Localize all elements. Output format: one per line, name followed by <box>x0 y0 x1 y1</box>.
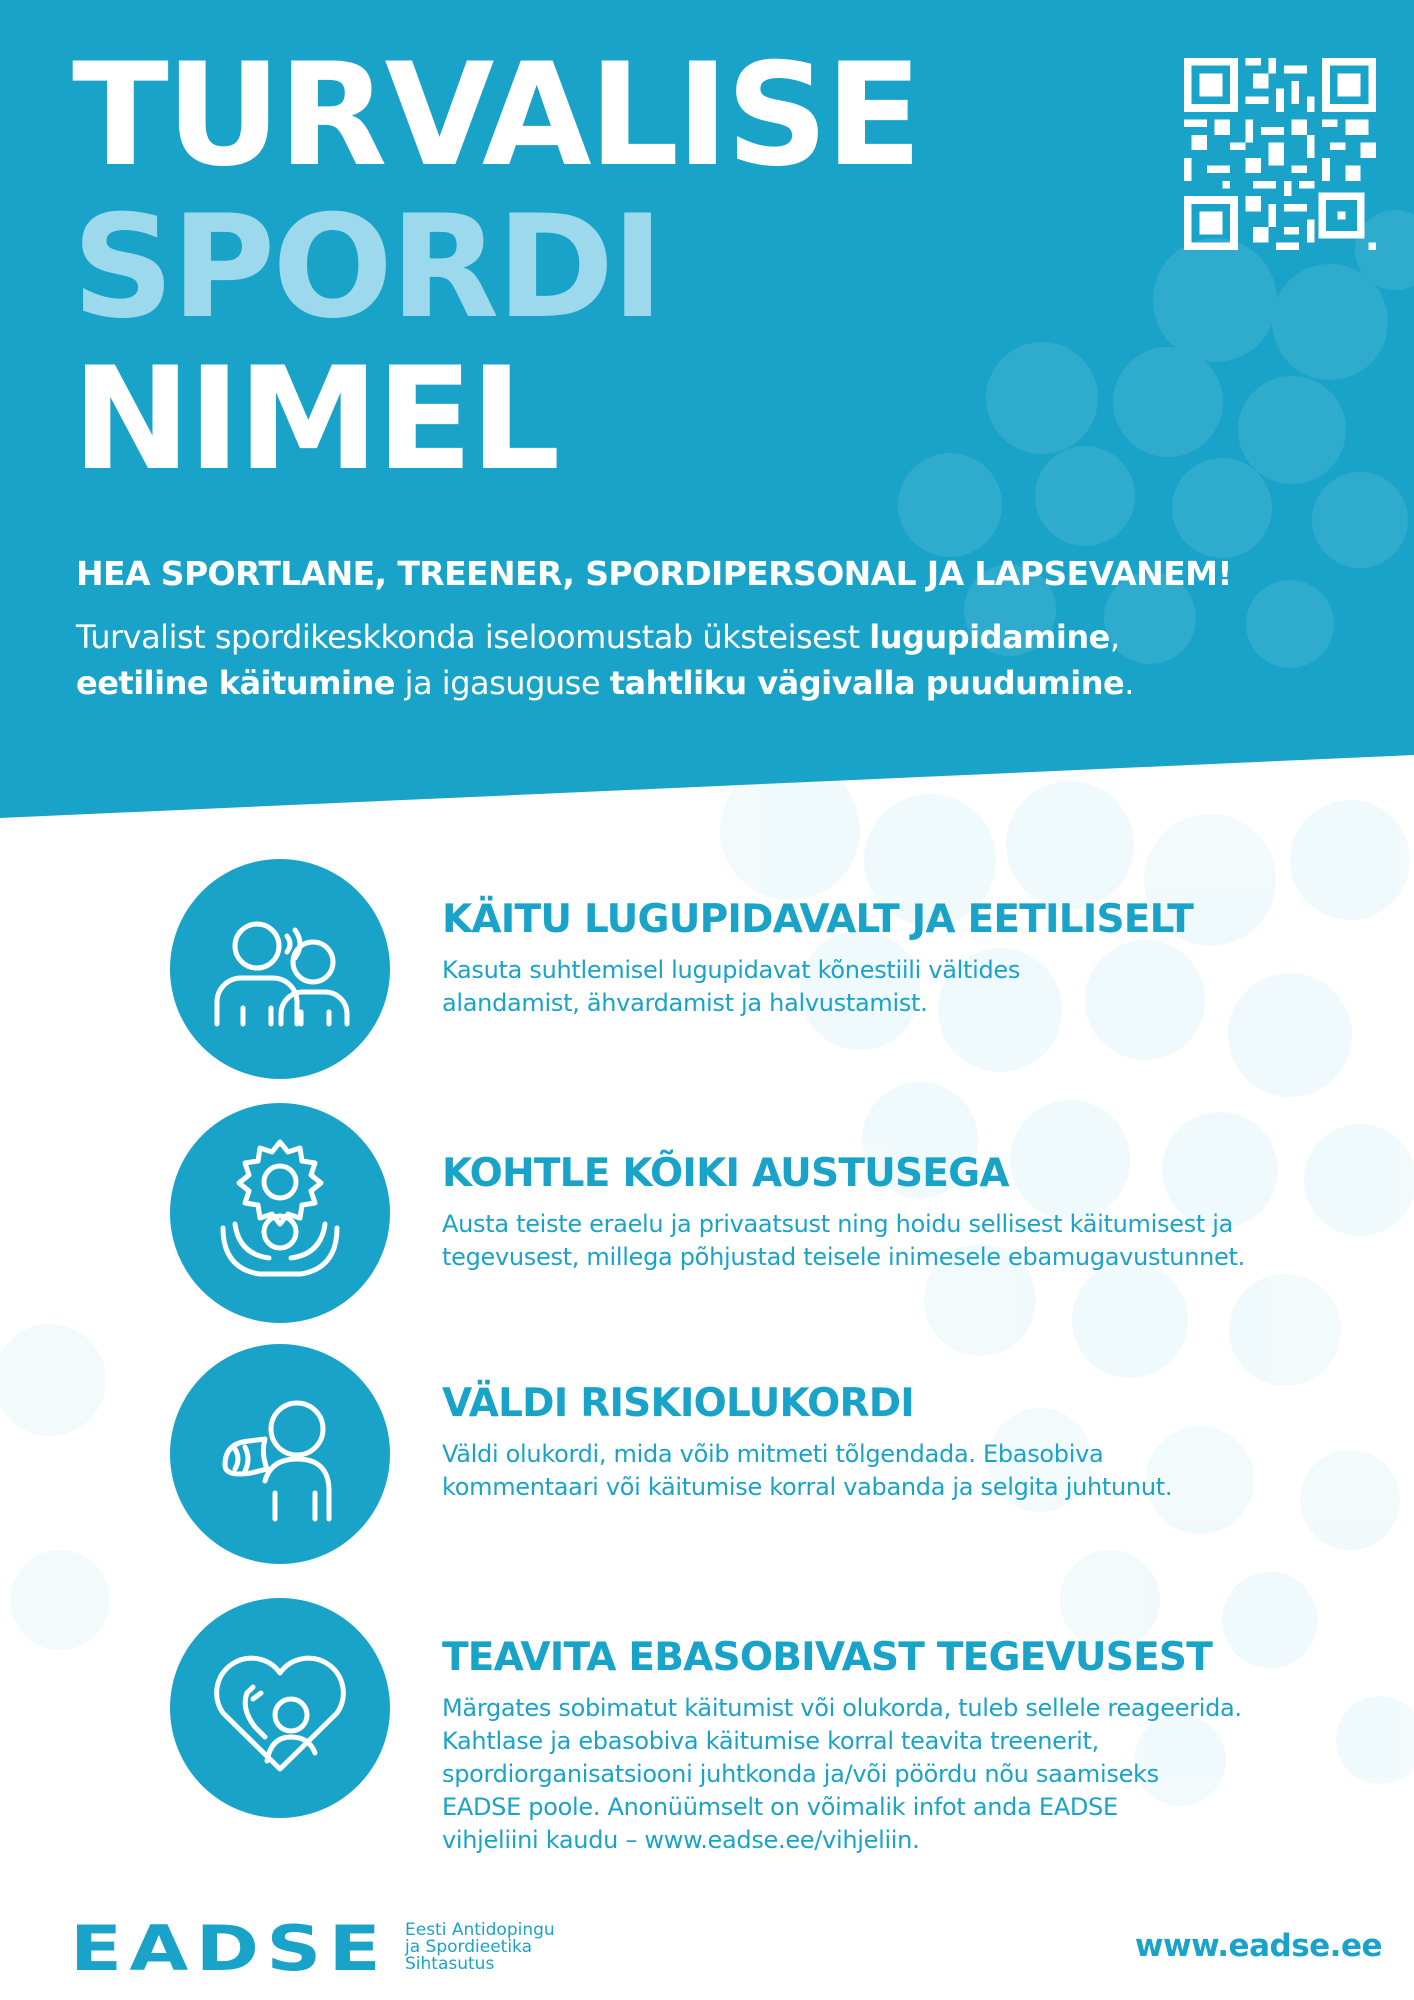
eadse-logo-text: EADSE <box>70 1918 388 1976</box>
section-3-text: Väldi olukordi, mida võib mitmeti tõlgendada. Ebasobiva kommentaari või käitumise korral vabanda ja selgita juhtunut. <box>442 1440 1173 1501</box>
section-1-text: Kasuta suhtlemisel lugupidavat kõnestiili vältides alandamist, ähvardamist ja halvustamist. <box>442 956 1021 1017</box>
whisper-icon <box>195 1369 365 1539</box>
section-4 <box>442 1634 1342 1857</box>
person-celebrating-icon <box>195 1128 365 1298</box>
section-3 <box>442 1380 1342 1504</box>
section-1-title: KÄITU LUGUPIDAVALT JA EETILISELT <box>442 897 1194 942</box>
section-2-text: Austa teiste eraelu ja privaatsust ning hoidu sellisest käitumisest ja tegevusest, millega põhjustad teisele inimesele ebamugavustunnet. <box>442 1210 1245 1271</box>
org-line-1: Eesti Antidopingu <box>405 1920 555 1940</box>
qr-code-icon[interactable] <box>1184 58 1376 250</box>
section-2-title: KOHTLE KÕIKI AUSTUSEGA <box>442 1151 1009 1196</box>
organization-name <box>405 1922 555 1973</box>
title-line-1: TURVALISE <box>72 33 920 198</box>
section-4-title: TEAVITA EBASOBIVAST TEGEVUSEST <box>442 1635 1212 1680</box>
section-3-icon-circle <box>170 1344 390 1564</box>
section-2-icon-circle <box>170 1103 390 1323</box>
section-2 <box>442 1150 1342 1274</box>
people-talking-icon <box>195 884 365 1054</box>
org-line-3: Sihtasutus <box>405 1954 495 1974</box>
section-1 <box>442 896 1342 1020</box>
intro-heading: HEA SPORTLANE, TREENER, SPORDIPERSONAL JA LAPSEVANEM! <box>76 554 1232 593</box>
section-3-title: VÄLDI RISKIOLUKORDI <box>442 1381 915 1426</box>
title-line-2: SPORDI <box>72 185 662 350</box>
intro-text: Turvalist spordikeskkonda iseloomustab üksteisest lugupidamine, eetiline käitumine ja igasuguse tahtliku vägivalla puudumine. <box>76 618 1134 702</box>
org-line-2: ja Spordieetika <box>405 1937 533 1957</box>
section-4-icon-circle <box>170 1598 390 1818</box>
eadse-logo[interactable] <box>70 1918 390 1976</box>
title-line-3: NIMEL <box>72 337 558 502</box>
section-1-icon-circle <box>170 859 390 1079</box>
section-4-text: Märgates sobimatut käitumist või olukorda, tuleb sellele reageerida. Kahtlase ja ebasobiva käitumise korral teavita treenerit, spordiorganisatsiooni juhtkonda ja/või pöördu nõu saamiseks EADSE poole. Anonüümselt on võimalik infot anda EADSE vihjeliini kaudu – www.eadse.ee/vihjeliin. <box>442 1694 1242 1854</box>
website-link[interactable]: www.eadse.ee <box>1134 1928 1382 1964</box>
heart-hand-icon <box>195 1623 365 1793</box>
